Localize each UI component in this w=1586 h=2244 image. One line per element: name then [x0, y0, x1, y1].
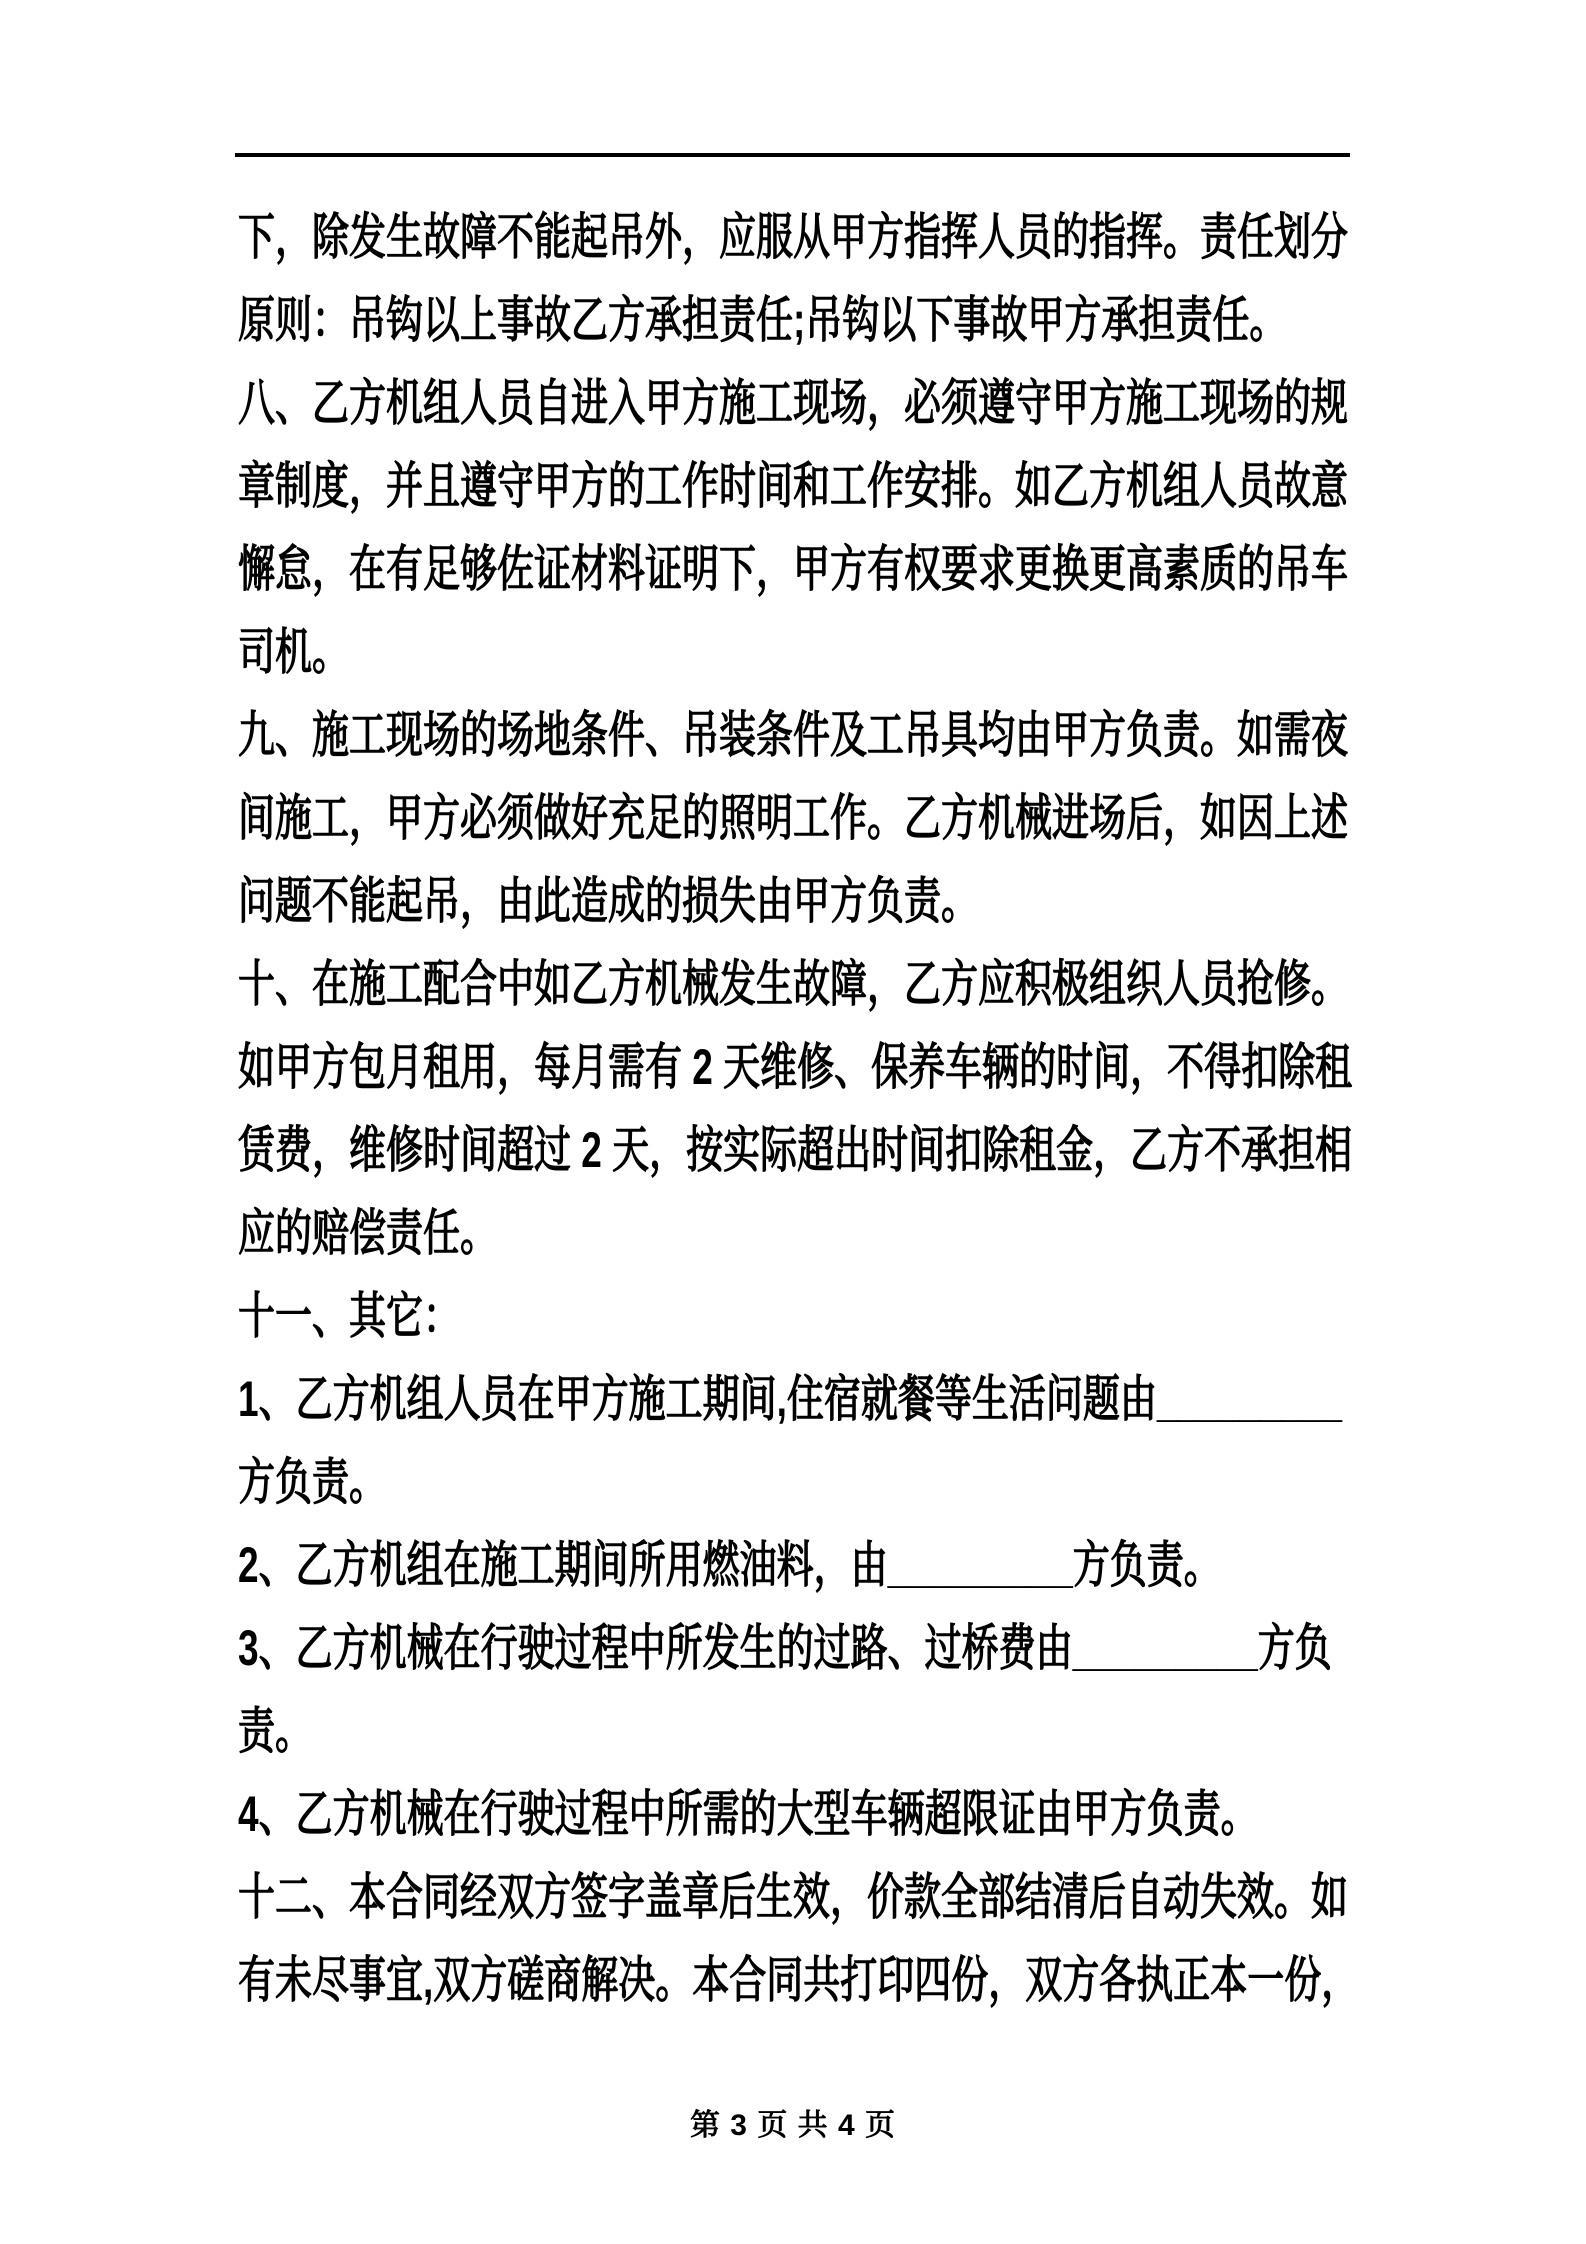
- body-line: 有未尽事宜,双方磋商解决。本合同共打印四份，双方各执正本一份，: [238, 1952, 1359, 2008]
- body-line: 九、施工现场的场地条件、吊装条件及工吊具均由甲方负责。如需夜: [238, 707, 1348, 763]
- body-line-with-blank: 3、乙方机械在行驶过程中所发生的过路、过桥费由_________方负: [238, 1620, 1332, 1676]
- body-line: 方负责。: [238, 1454, 386, 1510]
- document-body: [238, 196, 1586, 2022]
- body-line: 4、乙方机械在行驶过程中所需的大型车辆超限证由甲方负责。: [238, 1786, 1258, 1842]
- body-line: 十一、其它：: [238, 1288, 460, 1344]
- body-line: 章制度，并且遵守甲方的工作时间和工作安排。如乙方机组人员故意: [238, 458, 1348, 514]
- body-line: 原则：吊钩以上事故乙方承担责任;吊钩以下事故甲方承担责任。: [238, 292, 1287, 348]
- body-line-with-blank: 1、乙方机组人员在甲方施工期间,住宿就餐等生活问题由_________: [238, 1371, 1343, 1427]
- body-line: 间施工，甲方必须做好充足的照明工作。乙方机械进场后，如因上述: [238, 790, 1348, 846]
- body-line: 八、乙方机组人员自进入甲方施工现场，必须遵守甲方施工现场的规: [238, 375, 1348, 431]
- body-line: 问题不能起吊，由此造成的损失由甲方负责。: [238, 873, 978, 929]
- body-line: 责。: [238, 1703, 312, 1759]
- page-number-footer: 第 3 页 共 4 页: [689, 2109, 897, 2142]
- body-line-with-blank: 2、乙方机组在施工期间所用燃油料，由_________方负责。: [238, 1537, 1221, 1593]
- header-divider-line: [235, 153, 1350, 157]
- body-line: 十、在施工配合中如乙方机械发生故障，乙方应积极组织人员抢修。: [238, 956, 1348, 1012]
- body-line: 司机。: [238, 624, 349, 680]
- body-line: 赁费，维修时间超过 2 天，按实际超出时间扣除租金，乙方不承担相: [238, 1122, 1353, 1178]
- body-line: 应的赔偿责任。: [238, 1205, 497, 1261]
- body-line: 如甲方包月租用，每月需有 2 天维修、保养车辆的时间，不得扣除租: [238, 1039, 1353, 1095]
- body-line: 十二、本合同经双方签字盖章后生效，价款全部结清后自动失效。如: [238, 1869, 1348, 1925]
- body-line: 懈怠，在有足够佐证材料证明下，甲方有权要求更换更高素质的吊车: [238, 541, 1348, 597]
- body-line: 下，除发生故障不能起吊外，应服从甲方指挥人员的指挥。责任划分: [238, 209, 1348, 265]
